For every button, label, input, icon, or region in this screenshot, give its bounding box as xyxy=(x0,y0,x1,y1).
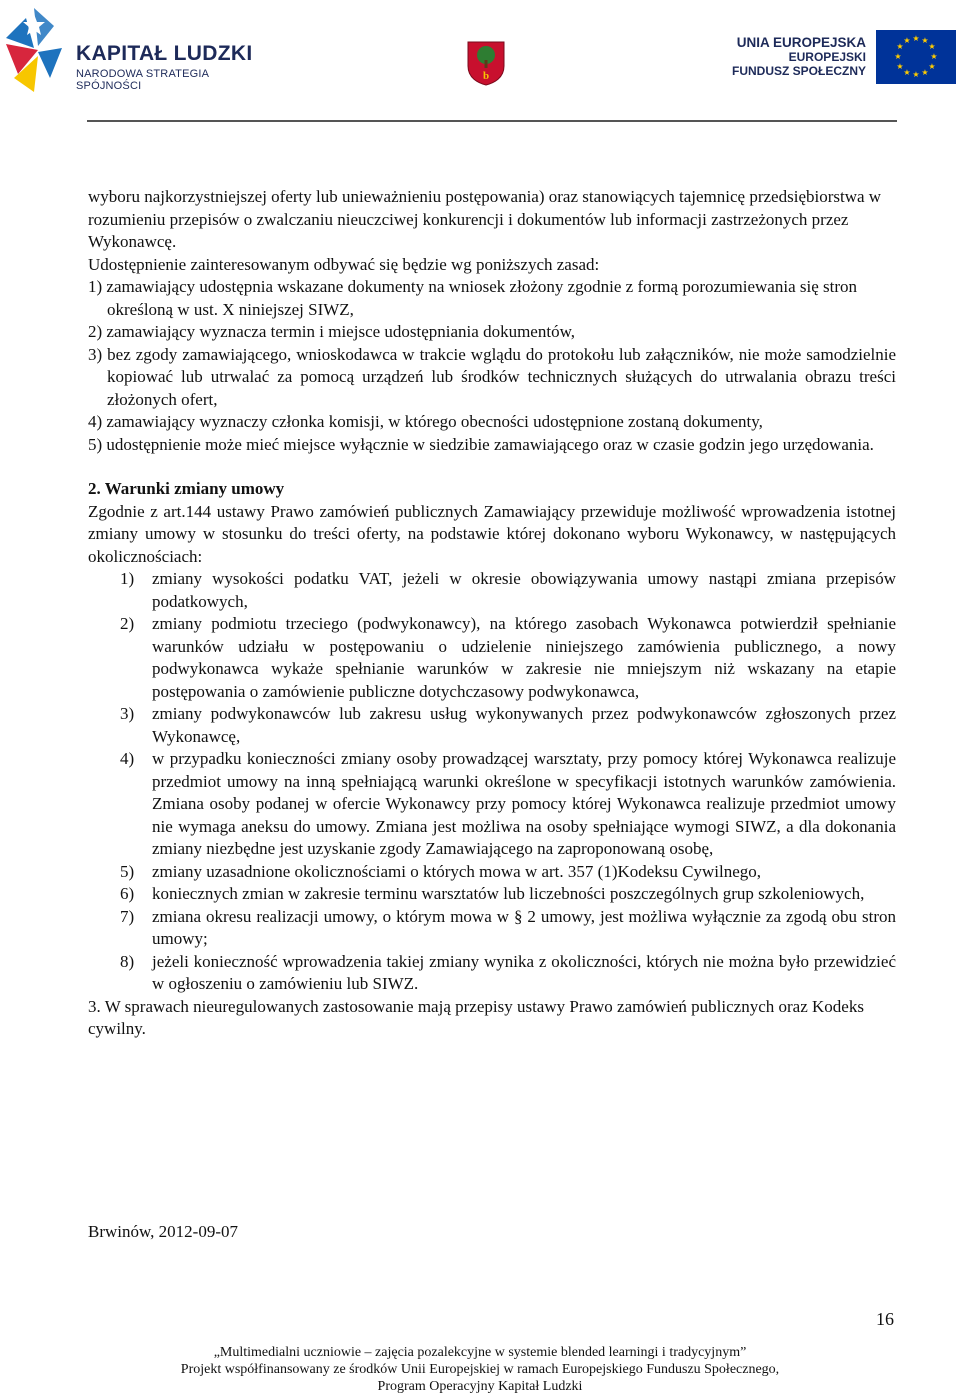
item-text: zmiany uzasadnione okolicznościami o których mowa w art. 357 (1)Kodeksu Cywilnego, xyxy=(152,861,762,881)
amendment-item xyxy=(88,951,896,996)
item-number: 2) xyxy=(120,614,135,633)
item-number: 3) xyxy=(120,704,135,723)
rule-item: 5) udostępnienie może mieć miejsce wyłącznie w siedzibie zamawiającego oraz w czasie godzin jego urzędowania. xyxy=(88,434,874,454)
header-divider xyxy=(87,120,897,122)
rule-item: 2) zamawiający wyznacza termin i miejsce udostępniania dokumentów, xyxy=(88,322,575,341)
rule-item: 1) zamawiający udostępnia wskazane dokumenty na wniosek złożony zgodnie z formą porozumiewania się stron określoną w ust. X niniejszej SIWZ, xyxy=(88,277,857,319)
section-3-paragraph: 3. W sprawach nieuregulowanych zastosowanie mają przepisy ustawy Prawo zamówień publicznych oraz Kodeks cywilny. xyxy=(88,996,864,1038)
item-text: zmiany wysokości podatku VAT, jeżeli w okresie obowiązywania umowy nastąpi zmiana przepisów podatkowych, xyxy=(152,569,896,611)
page-number: 16 xyxy=(876,1309,894,1329)
document-body xyxy=(88,186,896,1041)
svg-text:★: ★ xyxy=(930,52,938,61)
item-number: 6) xyxy=(120,884,135,903)
svg-text:★: ★ xyxy=(921,36,929,45)
paragraph-rules-lead: Udostępnienie zainteresowanym odbywać się będzie wg poniższych zasad: xyxy=(88,254,600,274)
amendment-item xyxy=(88,568,896,613)
amendment-item xyxy=(88,703,896,748)
amendment-item xyxy=(88,748,896,861)
eu-line-1: UNIA EUROPEJSKA xyxy=(736,35,866,50)
item-number: 8) xyxy=(120,951,135,971)
footer-project-title: „Multimedialni uczniowie – zajęcia pozalekcyjne w systemie blended learningi i tradycyjnym” xyxy=(213,1345,747,1360)
paragraph-intro: wyboru najkorzystniejszej oferty lub unieważnieniu postępowania) oraz stanowiących tajemnicę przedsiębiorstwa w rozumieniu przepisów o zwalczaniu nieuczciwej konkurencji i dokumentów lub informacji zastrzeżonych przez Wykonawcę. xyxy=(88,187,882,251)
item-number: 4) xyxy=(120,749,135,768)
svg-text:★: ★ xyxy=(912,70,920,79)
svg-text:★: ★ xyxy=(903,36,911,45)
svg-text:★: ★ xyxy=(912,34,920,43)
item-text: zmiana okresu realizacji umowy, o którym mowa w § 2 umowy, jest możliwa wyłącznie za zgodą obu stron umowy; xyxy=(152,906,896,948)
item-text: jeżeli konieczność wprowadzenia takiej zmiany wynika z okoliczności, których nie można było przewidzieć w ogłoszeniu o zamówieniu lub SIWZ. xyxy=(152,951,896,993)
footer-program-line: Program Operacyjny Kapitał Ludzki xyxy=(377,1379,583,1394)
item-text: w przypadku konieczności zmiany osoby prowadzącej warsztaty, przy pomocy której Wykonawca realizuje przedmiot umowy na inną spełniającą warunki określone w specyfikacji istotnych warunków zamówienia. Zmiana osoby podanej w ofercie Wykonawcy przy pomocy której Wykonawca realizuje przedmiot umowy nie wymaga aneksu do umowy. Zmiana jest możliwa na osoby spełniające wymogi SIWZ, a dla dokonania zmiany niezbędne jest uzyskanie zgody Zamawiającego na zaproponowaną osobę, xyxy=(152,749,896,858)
svg-text:★: ★ xyxy=(928,42,936,51)
page-header xyxy=(0,0,960,125)
eu-logo-text xyxy=(732,36,866,78)
item-number: 1) xyxy=(120,569,135,588)
kapital-ludzki-emblem-icon xyxy=(4,8,66,94)
page-footer xyxy=(0,1344,960,1395)
item-text: zmiany podmiotu trzeciego (podwykonawcy), na którego zasobach Wykonawca potwierdził spełnianie warunków udziału w postępowaniu o udzielenie niniejszego zamówienia publicznego, a nowy podwykonawca wykaże spełnianie warunków w zakresie nie mniejszym niż wskazany na etapie postępowania o zamówienie publiczne dotychczasowy podwykonawca, xyxy=(152,614,896,701)
section-heading: 2. Warunki zmiany umowy xyxy=(88,479,285,498)
svg-text:★: ★ xyxy=(928,62,936,71)
amendment-item xyxy=(88,613,896,703)
kapital-ludzki-subtitle: NARODOWA STRATEGIA SPÓJNOŚCI xyxy=(76,68,209,92)
svg-text:★: ★ xyxy=(894,52,902,61)
eu-line-3: FUNDUSZ SPOŁECZNY xyxy=(731,64,866,78)
eu-line-2: EUROPEJSKI xyxy=(788,50,866,64)
rule-item: 4) zamawiający wyznaczy członka komisji, w którego obecności udostępnione zostaną dokumenty, xyxy=(88,412,763,431)
place-and-date: Brwinów, 2012-09-07 xyxy=(88,1222,238,1241)
svg-text:★: ★ xyxy=(921,68,929,77)
amendment-list xyxy=(88,568,896,996)
rule-item: 3) bez zgody zamawiającego, wnioskodawca w trakcie wglądu do protokołu lub załączników, nie może samodzielnie kopiować lub utrwalać za pomocą urządzeń lub środków technicznych służących do utrwalania obrazu treści złożonych ofert, xyxy=(88,344,896,409)
eu-flag-icon xyxy=(876,30,956,84)
amendment-item xyxy=(88,861,896,884)
municipal-coat-of-arms-icon xyxy=(466,40,506,86)
amendment-item xyxy=(88,906,896,951)
kapital-ludzki-title: KAPITAŁ LUDZKI xyxy=(76,42,253,65)
item-text: zmiany podwykonawców lub zakresu usług wykonywanych przez podwykonawców zgłoszonych przez Wykonawcę, xyxy=(152,704,896,746)
amendment-item xyxy=(88,883,896,906)
section-lead: Zgodnie z art.144 ustawy Prawo zamówień publicznych Zamawiający przewiduje możliwość wprowadzenia istotnej zmiany umowy w stosunku do treści oferty, na podstawie której dokonano wyboru Wykonawcy, w następujących okolicznościach: xyxy=(88,501,896,566)
footer-funding-line: Projekt współfinansowany ze środków Unii Europejskiej w ramach Europejskiego Funduszu Społecznego, xyxy=(180,1362,780,1377)
item-number: 5) xyxy=(120,861,135,881)
kapital-ludzki-logo xyxy=(4,8,264,100)
item-number: 7) xyxy=(120,906,135,926)
item-text: koniecznych zmian w zakresie terminu warsztatów lub liczebności poszczególnych grup szkoleniowych, xyxy=(152,884,865,903)
svg-text:b: b xyxy=(482,70,490,82)
svg-text:★: ★ xyxy=(896,42,904,51)
svg-text:★: ★ xyxy=(903,68,911,77)
svg-text:★: ★ xyxy=(896,62,904,71)
